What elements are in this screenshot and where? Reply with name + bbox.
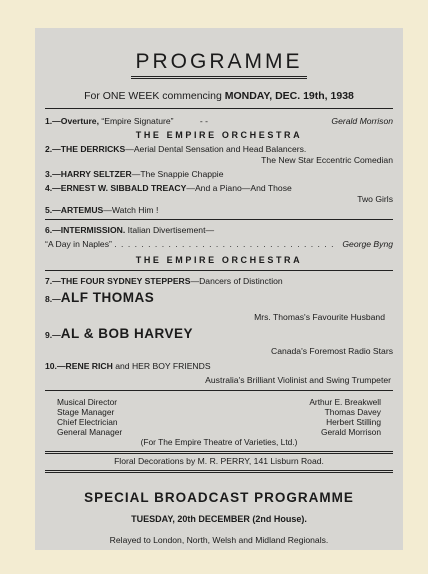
item-number: 1.— xyxy=(45,116,61,126)
staff-row xyxy=(57,397,381,407)
staff-list xyxy=(45,397,393,447)
item-desc: —Aerial Dental Sensation and Head Balancers. xyxy=(125,144,307,154)
item-7 xyxy=(45,276,393,287)
item-dashes: - - xyxy=(199,116,209,126)
staff-role: Stage Manager xyxy=(57,407,115,417)
item-desc: —And a Piano—And Those xyxy=(186,183,292,193)
item-desc: Italian Divertisement— xyxy=(127,225,215,235)
item-name: INTERMISSION. xyxy=(60,225,126,235)
staff-name: Gerald Morrison xyxy=(320,427,381,437)
divider xyxy=(45,270,393,271)
item-number: 7.— xyxy=(45,276,61,286)
title-underline xyxy=(131,76,307,79)
orchestra-label: THE EMPIRE ORCHESTRA xyxy=(135,255,303,265)
item-desc: “Empire Signature” xyxy=(101,116,174,126)
divider xyxy=(45,219,393,220)
item-name: ALF THOMAS xyxy=(60,290,155,305)
orchestra-label: THE EMPIRE ORCHESTRA xyxy=(135,130,303,140)
item-subline: Canada's Foremost Radio Stars xyxy=(270,346,393,356)
item-9 xyxy=(45,326,393,343)
item-desc: —The Snappie Chappie xyxy=(131,169,224,179)
staff-role: General Manager xyxy=(57,427,123,437)
item-name: AL & BOB HARVEY xyxy=(60,326,194,341)
item-name: ERNEST W. SIBBALD TREACY xyxy=(60,183,187,193)
floral-credit: Floral Decorations by M. R. PERRY, 141 Lisburn Road. xyxy=(114,456,324,466)
item-4 xyxy=(45,183,393,194)
staff-name: Herbert Stilling xyxy=(326,417,381,427)
item-desc: —Watch Him ! xyxy=(103,205,159,215)
divider xyxy=(45,390,393,391)
item-name: THE DERRICKS xyxy=(60,144,126,154)
item-desc: —Dancers of Distinction xyxy=(190,276,283,286)
item-name: RENE RICH xyxy=(65,361,113,371)
item-10 xyxy=(45,361,393,372)
item-name: ARTEMUS xyxy=(60,205,104,215)
item-5 xyxy=(45,205,393,216)
item-8 xyxy=(45,290,393,307)
item-2 xyxy=(45,144,393,155)
divider xyxy=(45,108,393,109)
piece-title: “A Day in Naples” xyxy=(45,239,112,249)
item-subline: Australia's Brilliant Violinist and Swing Trumpeter xyxy=(205,375,391,385)
week-prefix: For ONE WEEK commencing xyxy=(84,90,222,102)
dot-leader: . . . . . . . . . . . . . . . . . . . . . . . . . . . . . . . . . xyxy=(114,239,335,249)
item-subline: Mrs. Thomas's Favourite Husband xyxy=(254,312,385,322)
item-6 xyxy=(45,225,393,236)
staff-note: (For The Empire Theatre of Varieties, Ltd.) xyxy=(140,437,298,447)
item-desc: and HER BOY FRIENDS xyxy=(115,361,211,371)
staff-role: Musical Director xyxy=(57,397,118,407)
item-3 xyxy=(45,169,393,180)
item-number: 9.— xyxy=(45,330,61,340)
item-6-piece xyxy=(45,239,393,250)
item-number: 5.— xyxy=(45,205,61,215)
staff-row xyxy=(57,417,381,427)
broadcast-date: TUESDAY, 20th DECEMBER (2nd House). xyxy=(131,514,307,524)
item-name: HARRY SELTZER xyxy=(60,169,132,179)
week-line xyxy=(45,90,393,103)
item-credit: Gerald Morrison xyxy=(331,116,393,126)
staff-row xyxy=(57,407,381,417)
item-number: 4.— xyxy=(45,183,61,193)
item-number: 10.— xyxy=(45,361,66,371)
item-subline: The New Star Eccentric Comedian xyxy=(261,155,393,165)
item-credit: George Byng xyxy=(342,239,393,249)
special-heading: SPECIAL BROADCAST PROGRAMME xyxy=(84,490,354,505)
item-1 xyxy=(45,116,393,127)
staff-role: Chief Electrician xyxy=(57,417,118,427)
item-name: Overture, xyxy=(60,116,99,126)
item-number: 8.— xyxy=(45,294,61,304)
divider xyxy=(45,451,393,454)
divider xyxy=(45,470,393,473)
staff-name: Arthur E. Breakwell xyxy=(309,397,381,407)
page-title: PROGRAMME xyxy=(135,50,303,73)
item-number: 6.— xyxy=(45,225,61,235)
item-number: 2.— xyxy=(45,144,61,154)
staff-row xyxy=(57,427,381,437)
week-date: MONDAY, DEC. 19th, 1938 xyxy=(224,90,354,102)
staff-name: Thomas Davey xyxy=(324,407,381,417)
relay-note: Relayed to London, North, Welsh and Midland Regionals. xyxy=(109,535,329,545)
item-subline: Two Girls xyxy=(357,194,393,204)
programme-sheet xyxy=(35,28,403,550)
item-number: 3.— xyxy=(45,169,61,179)
item-name: THE FOUR SYDNEY STEPPERS xyxy=(60,276,191,286)
